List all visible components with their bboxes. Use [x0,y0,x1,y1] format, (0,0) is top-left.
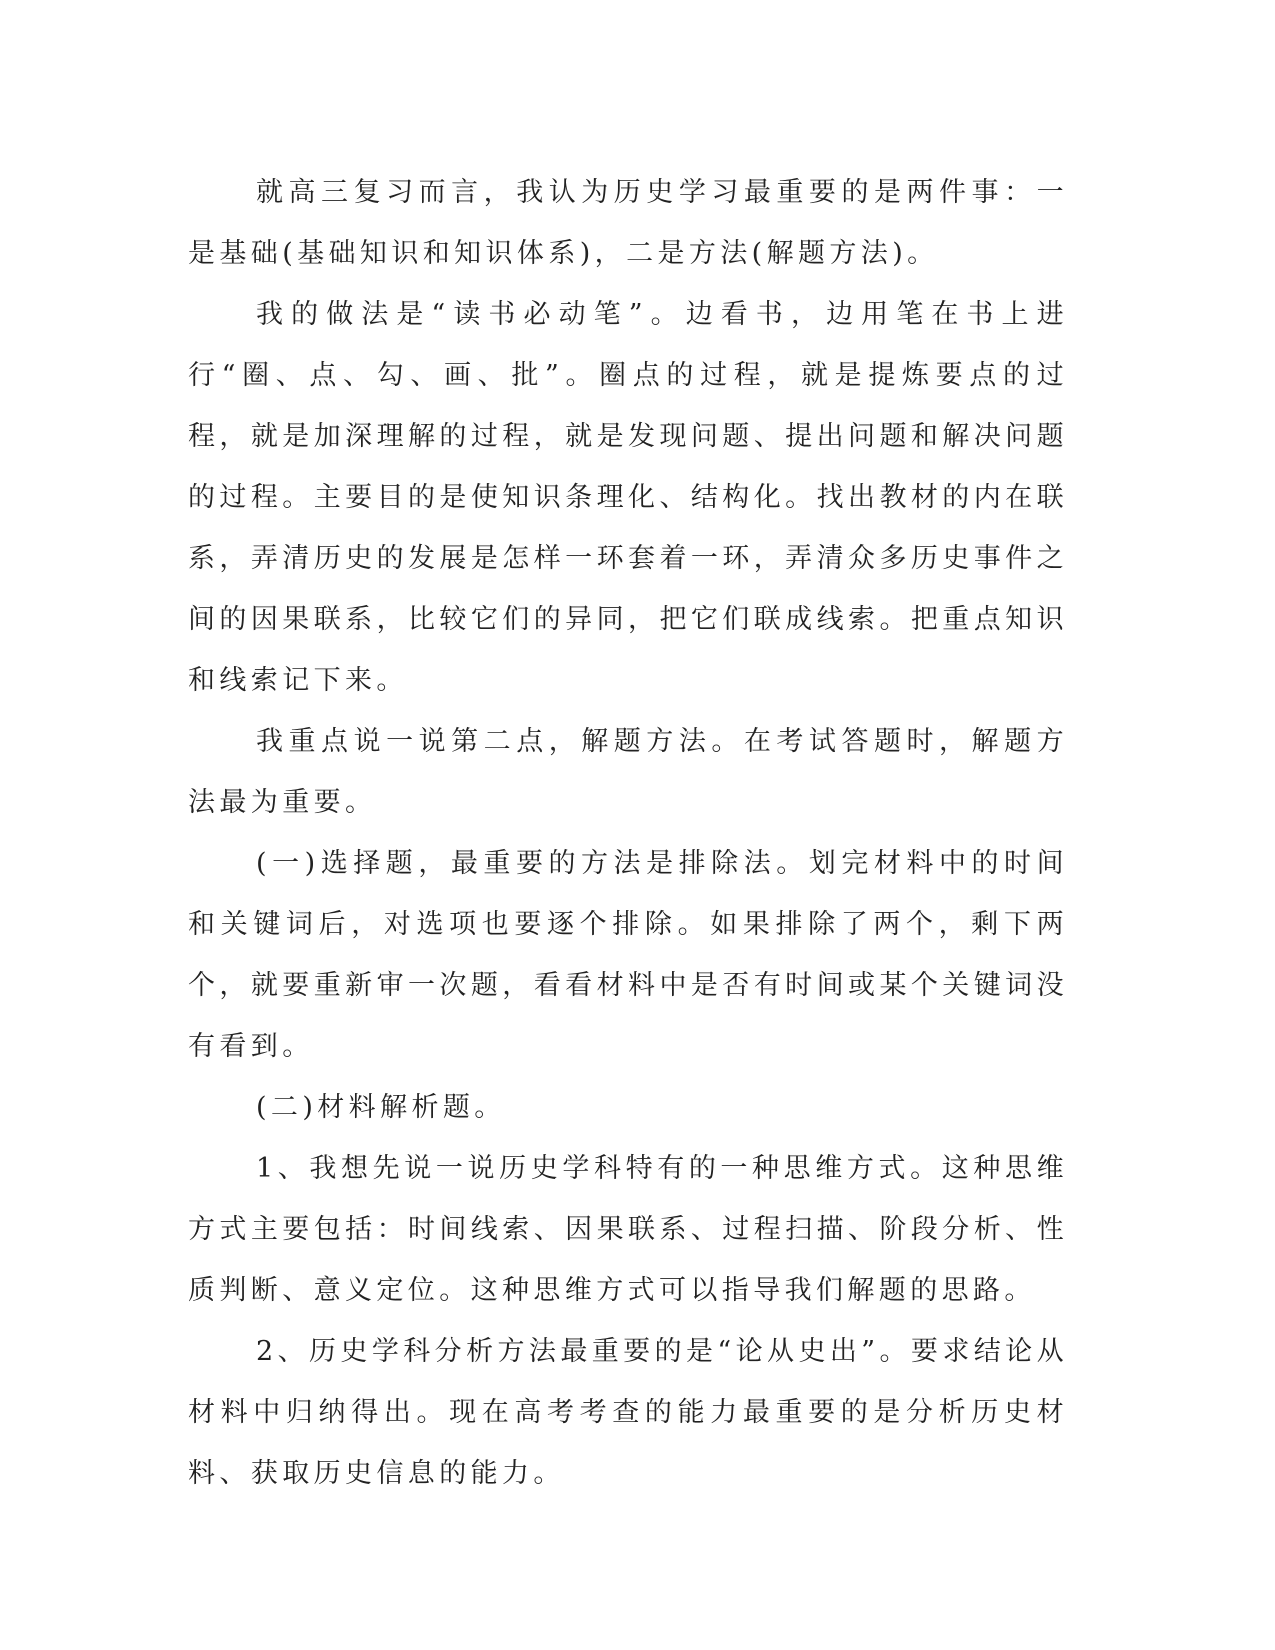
document-body [188,162,1068,1504]
paragraph-analysis-method: 2、历史学科分析方法最重要的是“论从史出”。要求结论从材料中归纳得出。现在高考考查的能力最重要的是分析历史材料、获取历史信息的能力。 [188,1336,1068,1489]
paragraph-problem-solving: 我重点说一说第二点，解题方法。在考试答题时，解题方法最为重要。 [188,726,1068,818]
paragraph-reading-method: 我的做法是“读书必动笔”。边看书，边用笔在书上进行“圈、点、勾、画、批”。圈点的过程，就是提炼要点的过程，就是加深理解的过程，就是发现问题、提出问题和解决问题的过程。主要目的是使知识条理化、结构化。找出教材的内在联系，弄清历史的发展是怎样一环套着一环，弄清众多历史事件之间的因果联系，比较它们的异同，把它们联成线索。把重点知识和线索记下来。 [188,299,1068,696]
paragraph-thinking-method: 1、我想先说一说历史学科特有的一种思维方式。这种思维方式主要包括：时间线索、因果联系、过程扫描、阶段分析、性质判断、意义定位。这种思维方式可以指导我们解题的思路。 [188,1153,1068,1306]
paragraph-review-focus: 就高三复习而言，我认为历史学习最重要的是两件事：一是基础(基础知识和知识体系)，二是方法(解题方法)。 [188,177,1068,269]
paragraph-multiple-choice: (一)选择题，最重要的方法是排除法。划完材料中的时间和关键词后，对选项也要逐个排除。如果排除了两个，剩下两个，就要重新审一次题，看看材料中是否有时间或某个关键词没有看到。 [188,848,1068,1062]
paragraph-material-analysis-heading: (二)材料解析题。 [256,1092,506,1123]
